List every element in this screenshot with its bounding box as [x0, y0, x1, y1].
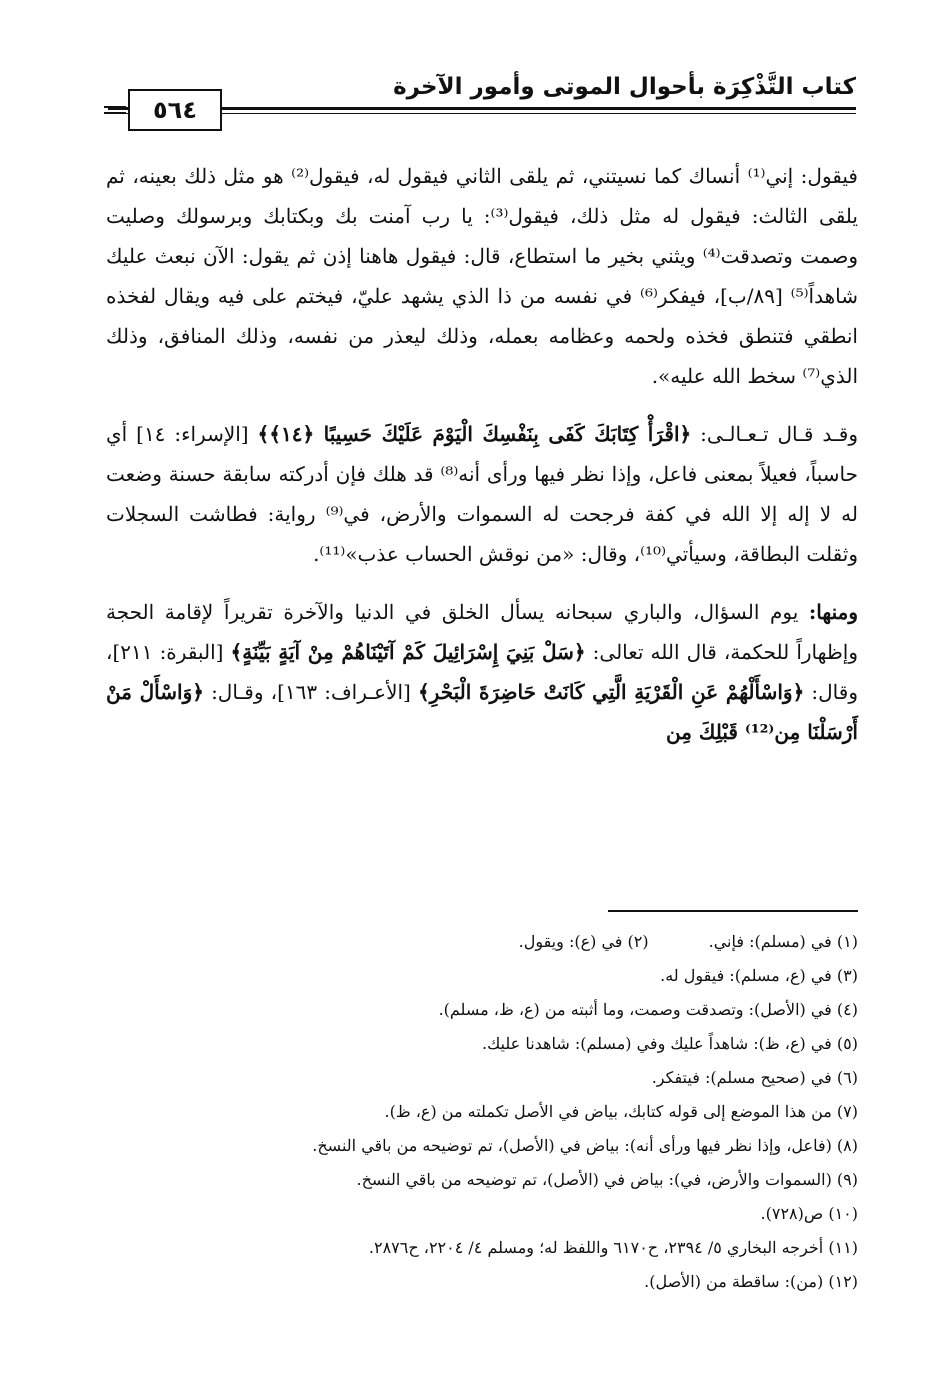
paragraph-1: فيقول: إني⁽¹⁾ أنساك كما نسيتني، ثم يلقى الثاني فيقول له، فيقول⁽²⁾ هو مثل ذلك بعينه، ثم يلقى الثالث: فيقول له مثل ذلك، فيقول⁽³⁾: يا رب آمنت بك وبكتابك وبرسولك وصليت وصمت وتصدقت⁽⁴⁾ ويثني بخير ما استطاع، قال: فيقول هاهنا إذن ثم يقول: الآن نبعث عليك شاهداً⁽⁵⁾ [٨٩/ب]، فيفكر⁽⁶⁾ في نفسه من ذا الذي يشهد عليّ، فيختم على فيه ويقال لفخذه انطقي فتنطق فخذه ولحمه وعظامه بعمله، وذلك ليعذر من نفسه، وذلك المنافق، وذلك الذي⁽⁷⁾ سخط الله عليه». [106, 164, 858, 388]
footnote-4: (٤) في (الأصل): وتصدقت وصمت، وما أثبته من (ع، ظ، مسلم). [438, 1000, 858, 1019]
quran-verse: ﴿وَاسْأَلْ مَنْ أَرْسَلْنَا مِن⁽¹²⁾ قَبْلِكَ مِن [106, 680, 858, 744]
footnote-9: (٩) (السموات والأرض، في): بياض في (الأصل)، تم توضيحه من باقي النسخ. [356, 1170, 858, 1189]
footnote-12: (١٢) (من): ساقطة من (الأصل). [644, 1272, 858, 1291]
footnote-7: (٧) من هذا الموضع إلى قوله كتابك، بياض في الأصل تكملته من (ع، ظ). [384, 1102, 858, 1121]
footnotes [106, 925, 858, 1299]
footnote-separator [608, 910, 858, 912]
footnote-1: (١) في (مسلم): فإني. [708, 932, 858, 951]
page-header [108, 68, 856, 128]
paragraph-3-text-c: [الأعـراف: ١٦٣]، وقـال: [203, 680, 418, 704]
header-ornament-icon [104, 103, 126, 117]
quran-verse: ﴿اقْرَأْ كِتَابَكَ كَفَى بِنَفْسِكَ الْيَوْمَ عَلَيْكَ حَسِيبًا ﴿١٤﴾﴾ [257, 422, 692, 446]
main-text [106, 156, 858, 770]
lead-word: ومنها: [808, 600, 858, 624]
footnote-10: (١٠) ص(٧٢٨). [760, 1204, 858, 1223]
quran-verse: ﴿سَلْ بَنِيَ إِسْرَائِيلَ كَمْ آتَيْنَاهُمْ مِنْ آيَةٍ بَيِّنَةٍ﴾ [230, 640, 586, 664]
footnote-2: (٢) في (ع): ويقول. [518, 932, 649, 951]
footnote-11: (١١) أخرجه البخاري ٥/ ٢٣٩٤، ح٦١٧٠ واللفظ له؛ ومسلم ٤/ ٢٢٠٤، ح٢٨٧٦. [368, 1238, 858, 1257]
footnote-6: (٦) في (صحيح مسلم): فيتفكر. [651, 1068, 858, 1087]
paragraph-3 [106, 592, 858, 752]
paragraph-3-text-a: يوم السؤال، والباري سبحانه يسأل الخلق في الدنيا والآخرة تقريراً لإقامة الحجة وإظهاراً للحكمة، قال الله تعالى: [106, 600, 858, 664]
paragraph-2-intro: وقـد قـال تـعـالـى: [691, 422, 858, 446]
quran-verse: ﴿وَاسْأَلْهُمْ عَنِ الْقَرْيَةِ الَّتِي كَانَتْ حَاضِرَةَ الْبَحْرِ﴾ [417, 680, 805, 704]
page-number: ٥٦٤ [128, 89, 222, 131]
paragraph-2-text: [الإسراء: ١٤] أي حاسباً، فعيلاً بمعنى فاعل، وإذا نظر فيها ورأى أنه⁽⁸⁾ قد هلك فإن أدركته سابقة حسنة وضعت له لا إله إلا الله في كفة فرجحت له السموات والأرض، في⁽⁹⁾ رواية: فطاشت السجلات وثقلت البطاقة، وسيأتي⁽¹⁰⁾، وقال: «من نوقش الحساب عذب»⁽¹¹⁾. [106, 422, 858, 566]
paragraph-3-text-b: [البقرة: ٢١١]، وقال: [106, 640, 858, 704]
running-title: كتاب التَّذْكِرَة بأحوال الموتى وأمور الآخرة [393, 74, 856, 100]
footnote-line [106, 925, 858, 959]
footnote-3: (٣) في (ع، مسلم): فيقول له. [660, 966, 858, 985]
footnote-8: (٨) (فاعل، وإذا نظر فيها ورأى أنه): بياض في (الأصل)، تم توضيحه من باقي النسخ. [312, 1136, 858, 1155]
paragraph-2 [106, 414, 858, 574]
footnote-5: (٥) في (ع، ظ): شاهداً عليك وفي (مسلم): شاهدنا عليك. [481, 1034, 858, 1053]
